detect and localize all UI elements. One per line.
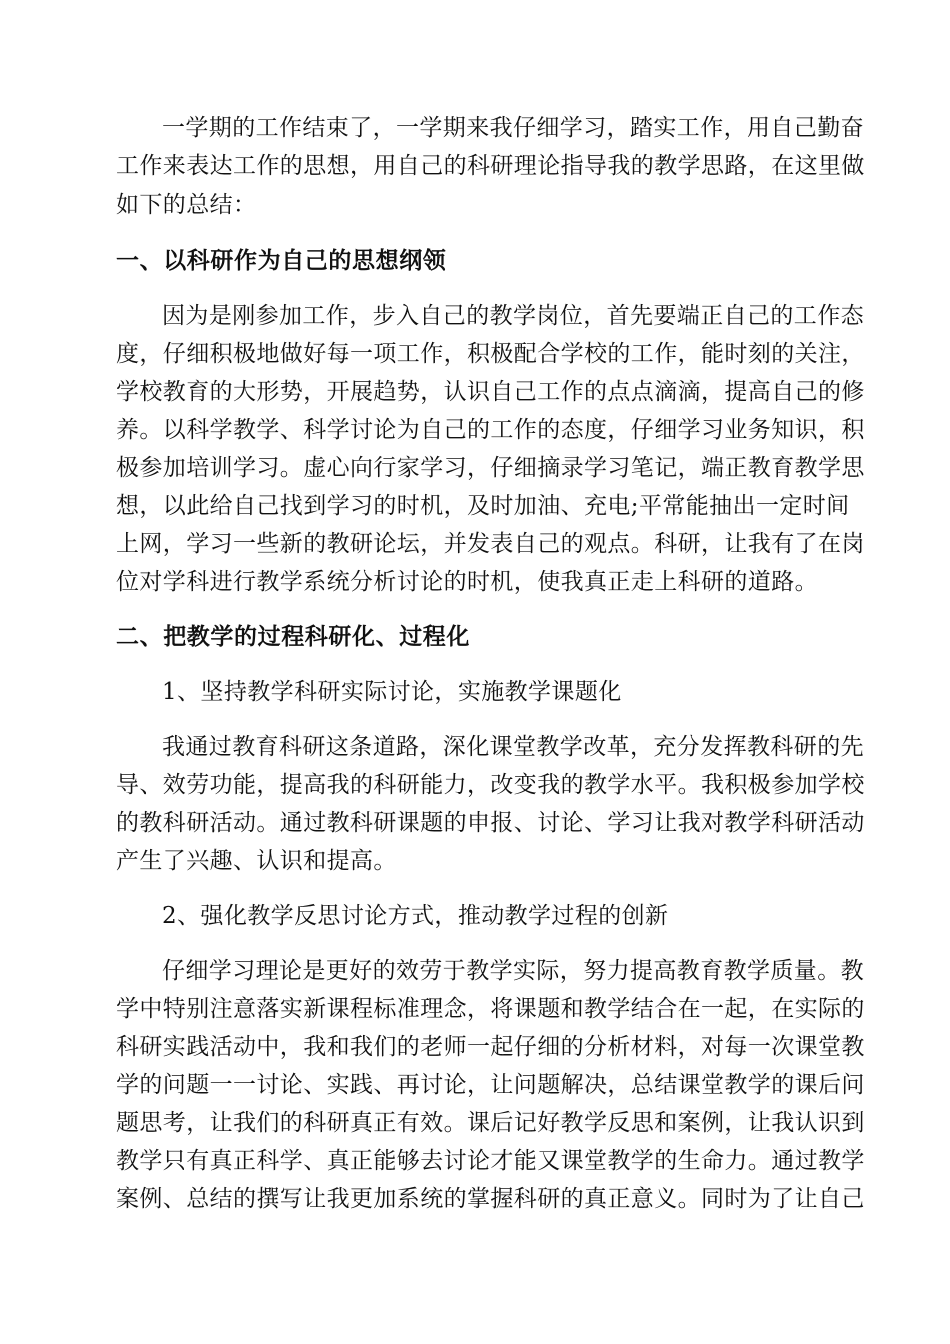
subsection-1-line-3: 的教科研活动。通过教科研课题的申报、讨论、学习让我对教学科研活动 [116, 810, 865, 836]
intro-line-2: 工作来表达工作的思想，用自己的科研理论指导我的教学思路，在这里做 [116, 153, 865, 179]
subsection-2-line-2: 学中特别注意落实新课程标准理念，将课题和教学结合在一起，在实际的 [116, 996, 865, 1022]
section-1-line-3: 学校教育的大形势，开展趋势，认识自己工作的点点滴滴，提高自己的修 [116, 379, 865, 405]
subsection-2-line-1: 仔细学习理论是更好的效劳于教学实际，努力提高教育教学质量。教 [162, 958, 864, 984]
subsection-2-line-7: 案例、总结的撰写让我更加系统的掌握科研的真正意义。同时为了让自己 [116, 1186, 865, 1212]
section-1-line-1: 因为是刚参加工作，步入自己的教学岗位，首先要端正自己的工作态 [162, 303, 864, 329]
intro-line-1: 一学期的工作结束了，一学期来我仔细学习，踏实工作，用自己勤奋 [162, 115, 864, 141]
intro-line-3: 如下的总结： [116, 192, 257, 218]
subsection-1-line-2: 导、效劳功能，提高我的科研能力，改变我的教学水平。我积极参加学校 [116, 772, 865, 798]
subsection-2-line-3: 科研实践活动中，我和我们的老师一起仔细的分析材料，对每一次课堂教 [116, 1034, 865, 1060]
subsection-2-line-5: 题思考，让我们的科研真正有效。课后记好教学反思和案例，让我认识到 [116, 1110, 865, 1136]
section-1-line-2: 度，仔细积极地做好每一项工作，积极配合学校的工作，能时刻的关注， [116, 341, 865, 367]
section-1-line-4: 养。以科学教学、科学讨论为自己的工作的态度，仔细学习业务知识，积 [116, 417, 865, 443]
section-1-heading: 一、以科研作为自己的思想纲领 [116, 248, 447, 274]
subsection-1-title: 1、坚持教学科研实际讨论，实施教学课题化 [162, 679, 622, 705]
section-1-line-6: 想，以此给自己找到学习的时机，及时加油、充电;平常能抽出一定时间 [116, 493, 850, 519]
subsection-2-title: 2、强化教学反思讨论方式，推动教学过程的创新 [162, 903, 669, 929]
subsection-1-line-1: 我通过教育科研这条道路，深化课堂教学改革，充分发挥教科研的先 [162, 734, 864, 760]
subsection-2-line-6: 教学只有真正科学、真正能够去讨论才能又课堂教学的生命力。通过教学 [116, 1148, 865, 1174]
section-1-line-5: 极参加培训学习。虚心向行家学习，仔细摘录学习笔记，端正教育教学思 [116, 455, 865, 481]
section-2-heading: 二、把教学的过程科研化、过程化 [116, 624, 470, 650]
subsection-1-line-4: 产生了兴趣、认识和提高。 [116, 848, 397, 874]
section-1-line-7: 上网，学习一些新的教研论坛，并发表自己的观点。科研，让我有了在岗 [116, 531, 865, 557]
section-1-line-8: 位对学科进行教学系统分析讨论的时机，使我真正走上科研的道路。 [116, 569, 818, 595]
subsection-2-line-4: 学的问题一一讨论、实践、再讨论，让问题解决，总结课堂教学的课后问 [116, 1072, 865, 1098]
